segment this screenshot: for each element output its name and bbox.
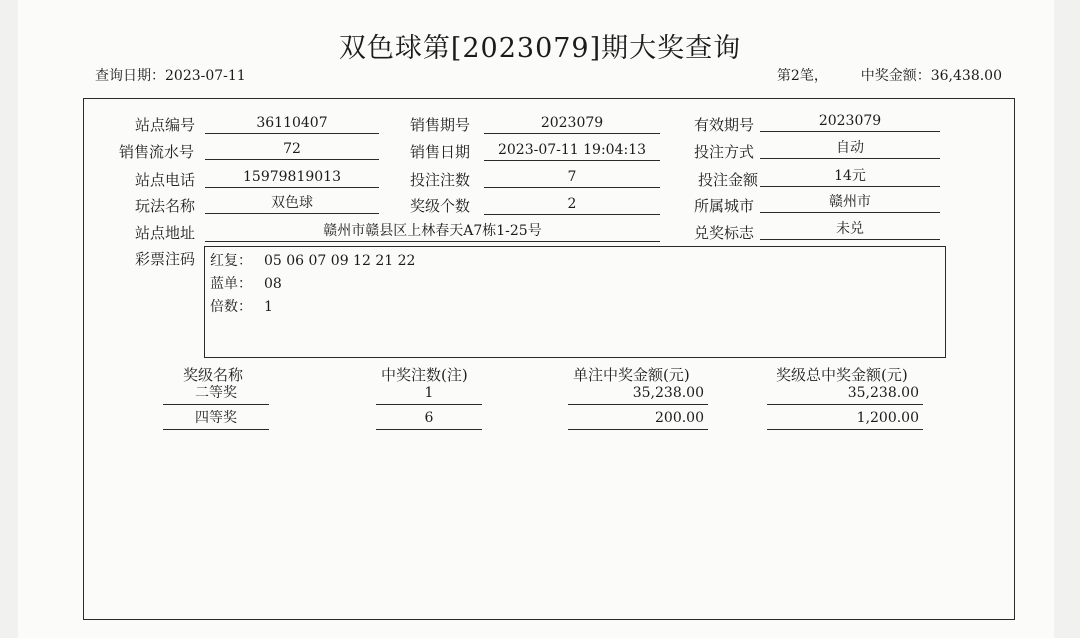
city-label: 所属城市 <box>694 197 755 215</box>
blue-ball-line <box>210 273 282 293</box>
game-name-value: 双色球 <box>205 194 379 214</box>
prize-levels-value: 2 <box>484 195 660 215</box>
redeem-value: 未兑 <box>760 220 940 240</box>
table-row-unit: 35,238.00 <box>568 384 708 405</box>
sale-period-label: 销售期号 <box>410 116 471 134</box>
table-row-level: 二等奖 <box>163 384 269 405</box>
header-win-count: 中奖注数(注) <box>381 366 468 384</box>
redeem-label: 兑奖标志 <box>694 224 755 242</box>
header-unit-prize: 单注中奖金额(元) <box>573 366 690 384</box>
address-label: 站点地址 <box>135 224 196 242</box>
header-total-prize: 奖级总中奖金额(元) <box>776 366 908 384</box>
bet-mode-label: 投注方式 <box>694 143 755 161</box>
page-title: 双色球第[2023079]期大奖查询 <box>338 33 742 64</box>
station-id-label: 站点编号 <box>135 116 196 134</box>
serial-value: 72 <box>205 140 379 160</box>
blue-ball-label: 蓝单： <box>210 276 252 292</box>
phone-label: 站点电话 <box>135 171 196 189</box>
blue-ball-value: 08 <box>264 276 282 292</box>
game-name-label: 玩法名称 <box>135 197 196 215</box>
table-row-total: 1,200.00 <box>767 409 923 430</box>
sale-period-value: 2023079 <box>484 114 660 134</box>
bet-mode-value: 自动 <box>760 139 940 159</box>
ticket-code-label: 彩票注码 <box>135 250 196 268</box>
query-date: 查询日期：2023-07-11 <box>95 68 246 84</box>
red-balls-label: 红复： <box>210 253 252 269</box>
valid-period-label: 有效期号 <box>694 116 755 134</box>
serial-label: 销售流水号 <box>119 143 195 161</box>
bet-amount-value: 14元 <box>760 167 940 187</box>
valid-period-value: 2023079 <box>760 112 940 132</box>
bet-count-value: 7 <box>484 168 660 188</box>
station-id-value: 36110407 <box>205 114 379 134</box>
red-balls-line <box>210 250 415 270</box>
table-row-total: 35,238.00 <box>767 384 923 405</box>
table-row-level: 四等奖 <box>163 409 269 430</box>
bet-count-label: 投注注数 <box>410 171 471 189</box>
red-balls-value: 05 06 07 09 12 21 22 <box>264 253 416 269</box>
sale-date-label: 销售日期 <box>410 143 471 161</box>
prize-levels-label: 奖级个数 <box>410 197 471 215</box>
multiple-value: 1 <box>264 299 273 315</box>
multiple-label: 倍数： <box>210 299 252 315</box>
record-number: 第2笔， <box>776 68 828 84</box>
address-value: 赣州市赣县区上林春天A7栋1-25号 <box>205 222 660 242</box>
phone-value: 15979819013 <box>205 168 379 188</box>
header-prize-level: 奖级名称 <box>183 366 244 384</box>
table-row-unit: 200.00 <box>568 409 708 430</box>
bet-amount-label: 投注金额 <box>698 171 759 189</box>
city-value: 赣州市 <box>760 193 940 213</box>
record-summary <box>777 65 1002 85</box>
table-row-count: 1 <box>376 384 482 405</box>
ticket-code-box <box>204 246 946 358</box>
total-prize-amount: 中奖金额：36,438.00 <box>860 68 1002 84</box>
sale-date-value: 2023-07-11 19:04:13 <box>484 141 660 161</box>
multiple-line <box>210 296 273 316</box>
table-row-count: 6 <box>376 409 482 430</box>
